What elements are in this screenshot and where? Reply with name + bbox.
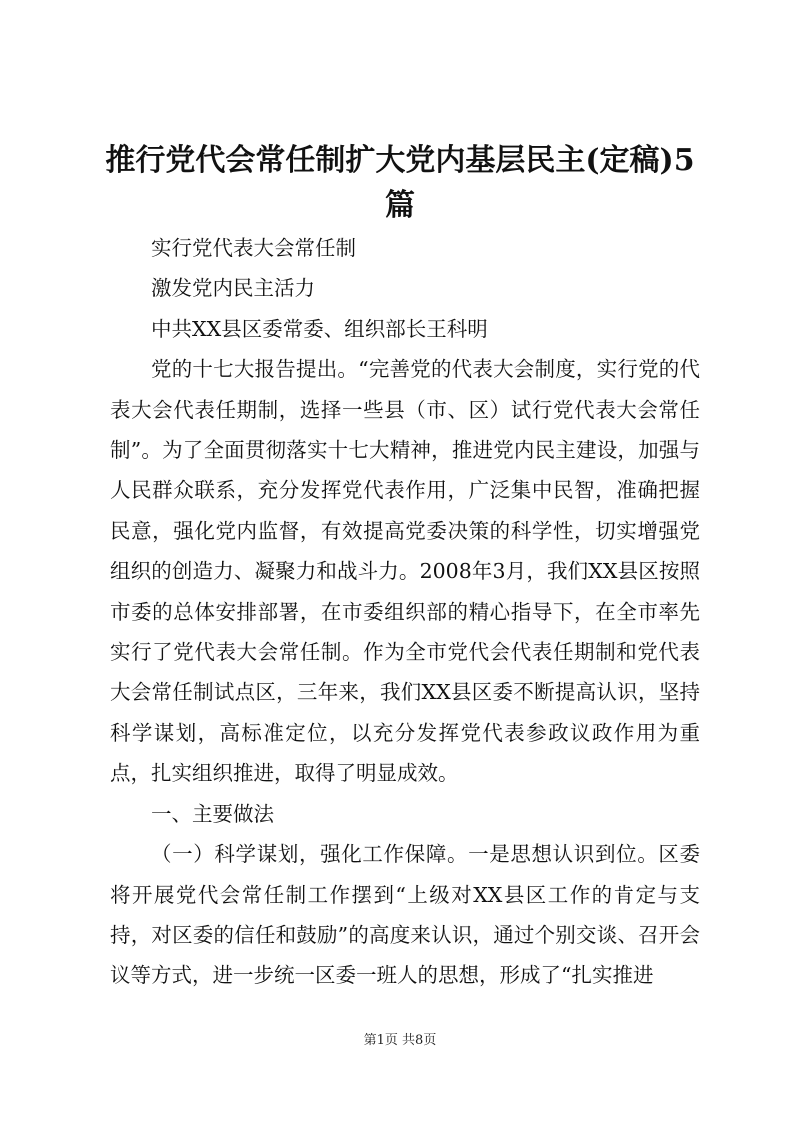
section-heading: 一、主要做法 xyxy=(151,801,274,826)
paragraph-section-1: （一）科学谋划，强化工作保障。一是思想认识到位。区委将开展党代会常任制工作摆到“上级对XX县区工作的肯定与支持，对区委的信任和鼓励”的高度来认识，通过个别交谈、召开会议等方式，进一步统一区委一班人的思想，形成了“扎实推进 xyxy=(110,842,700,988)
paragraph-subtitle-2: 激发党内民主活力 xyxy=(151,276,315,301)
page-footer: 第1页 共8页 xyxy=(363,1033,437,1048)
paragraph-author: 中共XX县区委常委、组织部长王科明 xyxy=(151,316,488,341)
paragraph-subtitle-1: 实行党代表大会常任制 xyxy=(151,236,356,260)
paragraph-intro: 党的十七大报告提出。“完善党的代表大会制度，实行党的代表大会代表任期制，选择一些县（市、区）试行党代表大会常任制”。为了全面贯彻落实十七大精神，推进党内民主建设，加强与人民群众联系，充分发挥党代表作用，广泛集中民智，准确把握民意，强化党内监督，有效提高党委决策的科学性，切实增强党组织的创造力、凝聚力和战斗力。2008年3月，我们XX县区按照市委的总体安排部署，在市委组织部的精心指导下，在全市率先实行了党代表大会常任制。作为全市党代会代表任期制和党代表大会常任制试点区，三年来，我们XX县区委不断提高认识，坚持科学谋划，高标准定位，以充分发挥党代表参政议政作用为重点，扎实组织推进，取得了明显成效。 xyxy=(110,357,700,786)
document-body xyxy=(110,228,700,996)
document-title: 推行党代会常任制扩大党内基层民主(定稿)5篇 xyxy=(105,143,695,223)
